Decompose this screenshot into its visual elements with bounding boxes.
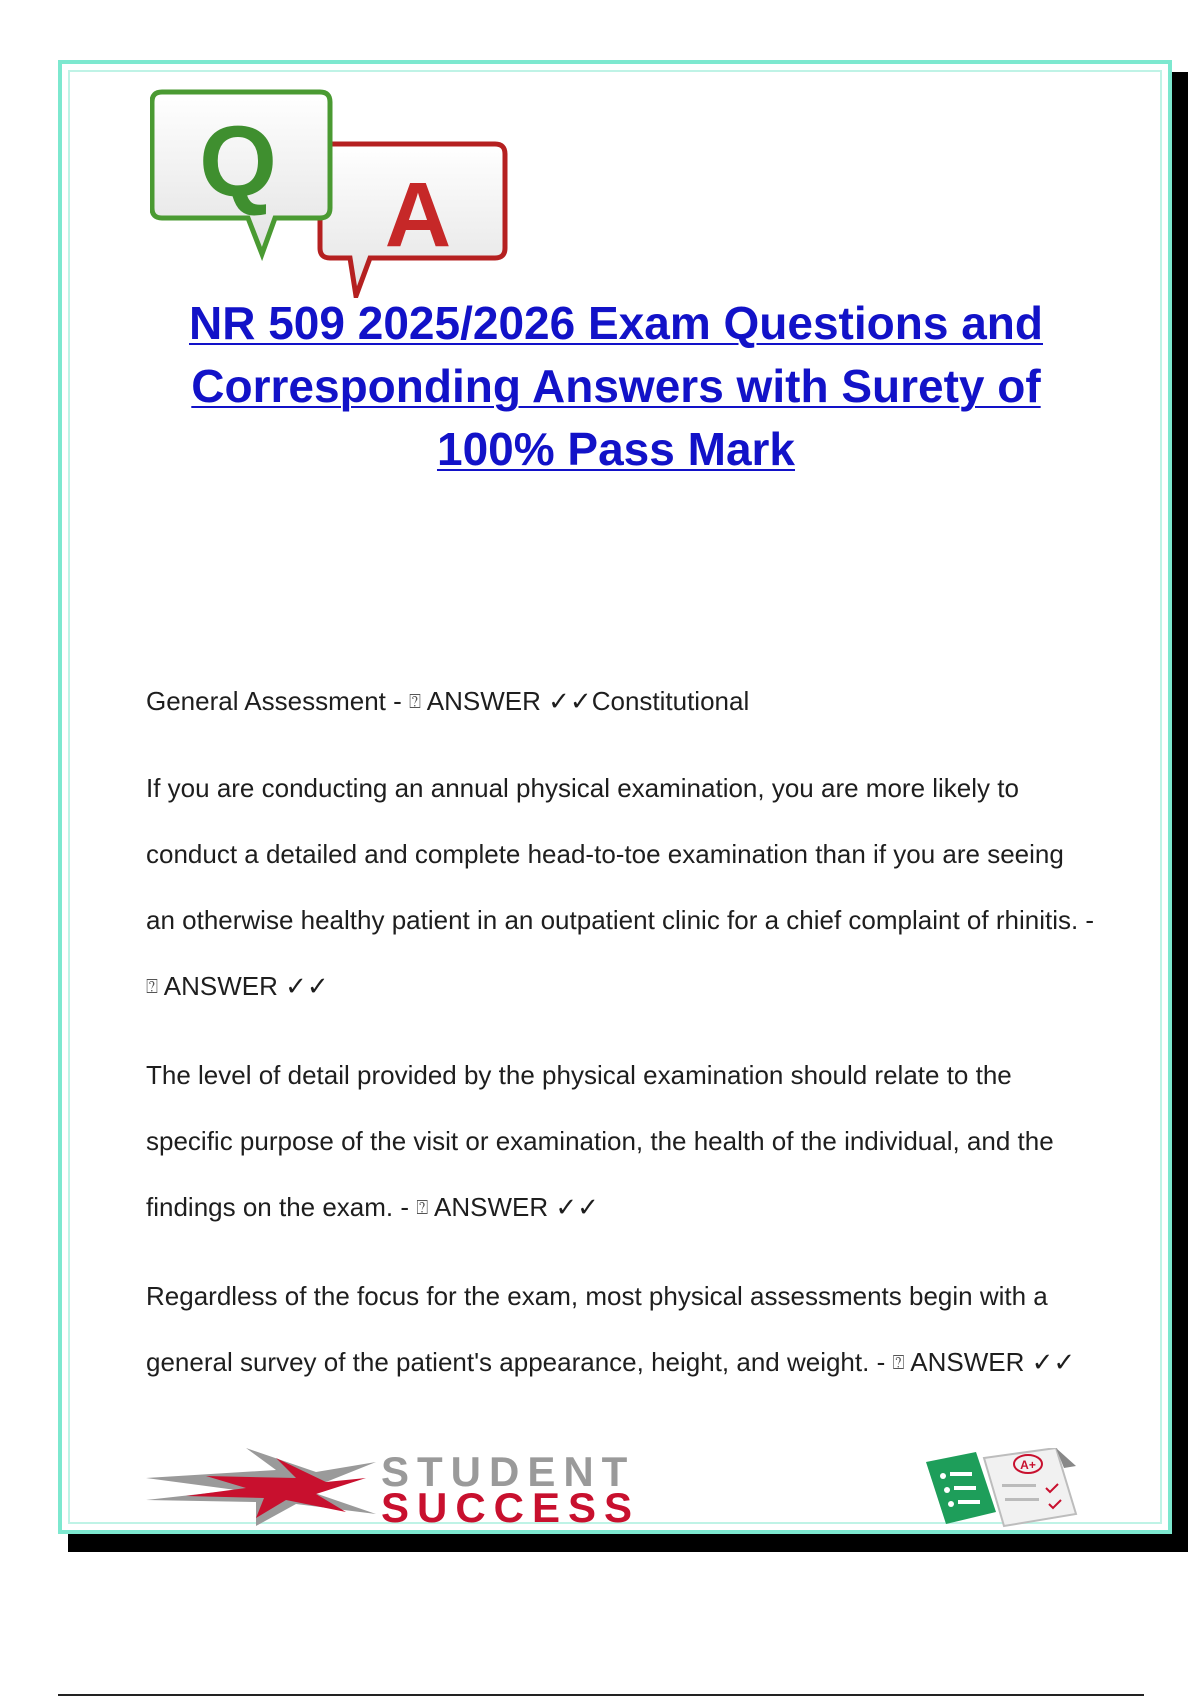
- star-swoosh-icon: [146, 1448, 376, 1526]
- qa-paragraph: General Assessment - ⍰ ANSWER ✓✓Constitutional: [146, 686, 750, 716]
- q-letter: Q: [199, 106, 277, 218]
- missing-glyph-icon: ⍰: [416, 1197, 429, 1219]
- qa-paragraph: The level of detail provided by the physical examination should relate to the specific purpose of the visit or examination, the health of the individual, and the findings on the exam. - ⍰ ANSWER ✓✓: [146, 1060, 1054, 1222]
- qa-logo: [150, 88, 510, 298]
- a-letter: A: [384, 164, 452, 266]
- logo-line-student: STUDENT: [381, 1448, 636, 1495]
- page-bottom-rule: [58, 1694, 1144, 1696]
- qa-body: [146, 668, 1096, 1418]
- missing-glyph-icon: ⍰: [892, 1352, 905, 1374]
- question-bubble: [152, 92, 330, 254]
- answer-bubble: [320, 144, 505, 296]
- missing-glyph-icon: ⍰: [409, 691, 421, 713]
- graded-paper-icon: [984, 1448, 1076, 1526]
- missing-glyph-icon: ⍰: [146, 976, 158, 998]
- qa-paragraph: Regardless of the focus for the exam, most physical assessments begin with a general survey of the patient's appearance, height, and weight. - ⍰ ANSWER ✓✓: [146, 1281, 1076, 1377]
- qa-paragraph: If you are conducting an annual physical examination, you are more likely to conduct a detailed and complete head-to-toe examination than if you are seeing an otherwise healthy patient in an outpatient clinic for a chief complaint of rhinitis. - ⍰ ANSWER ✓✓: [146, 773, 1095, 1001]
- document-title[interactable]: NR 509 2025/2026 Exam Questions and Corresponding Answers with Surety of 100% Pass Mark: [189, 297, 1043, 475]
- student-success-logo: [146, 1448, 1086, 1528]
- grade-badge: A+: [1020, 1458, 1036, 1472]
- logo-line-success: SUCCESS: [381, 1484, 641, 1528]
